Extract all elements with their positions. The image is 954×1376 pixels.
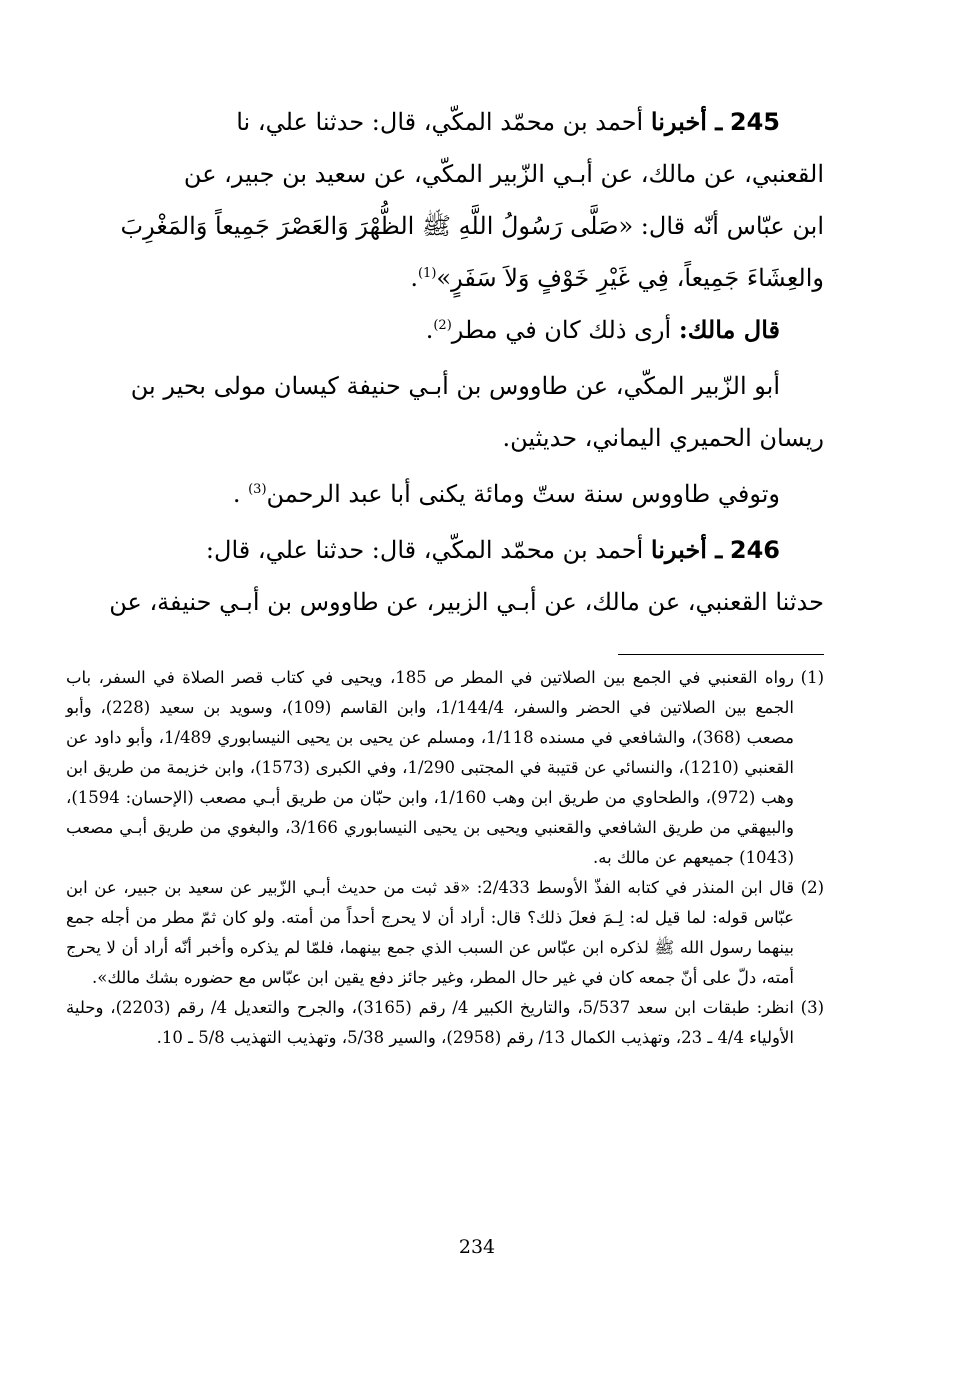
hadith-lead: ـ أخبرنا [650, 107, 723, 136]
death-text: وتوفي طاووس سنة ستّ ومائة يكنى أبا عبد الرحمن [266, 480, 780, 508]
footnote-ref: (2) [433, 318, 452, 333]
hadith-246-line-2: حدثنا القعنبي، عن مالك، عن أبـي الزبير، عن طاووس بن أبـي حنيفة، عن [109, 588, 824, 616]
hadith-number: 245 [729, 108, 780, 136]
main-text [66, 96, 824, 628]
hadith-text: أحمد بن محمّد المكّي، قال: حدثنا علي، نا [236, 108, 644, 136]
footnote-2 [66, 873, 824, 993]
hadith-245-line-4: والعِشَاءَ جَمِيعاً، فِي غَيْرِ خَوْفٍ وَلاَ سَفَرٍ»$^{(1)}$. [410, 264, 824, 292]
hadith-lead: ـ أخبرنا [650, 535, 723, 564]
malik-label: قال مالك: [678, 315, 780, 344]
hadith-number: 246 [729, 536, 780, 564]
malik-text: أرى ذلك كان في مطر [451, 316, 672, 344]
hadith-text: أحمد بن محمّد المكّي، قال: حدثنا علي، قال: [205, 536, 644, 564]
narrator-bio-line-1: أبو الزّبير المكّي، عن طاووس بن أبـي حنيفة كيسان مولى بحير بن [130, 372, 780, 400]
footnote-mark: (3) [800, 998, 824, 1017]
hadith-245-line-3: ابن عبّاس أنّه قال: «صَلَّى رَسُولُ اللَّهِ ﷺ الظُّهْرَ وَالعَصْرَ جَمِيعاً وَالمَغْرِبَ [120, 212, 824, 240]
footnote-ref: (3) [248, 482, 267, 497]
footnote-mark: (1) [800, 668, 824, 687]
footnote-text: رواه القعنبي في الجمع بين الصلاتين في المطر ص 185، ويحيى في كتاب قصر الصلاة في السفر، باب الجمع بين الصلاتين في الحضر والسفر، 1/144/4، وابن القاسم (109)، وسويد بن سعيد (228)، وأبو مصعب (368)، والشافعي في مسنده 1/118، ومسلم عن يحيى بن يحيى النيسابوري 1/489، وأبو داود عن القعنبي (1210)، والنسائي عن قتيبة في المجتبى 1/290، وفي الكبرى (1573)، وابن خزيمة من طريق ابن وهب (972)، والطحاوي من طريق ابن وهب 1/160، وابن حبّان من طريق أبـي مصعب (الإحسان: 1594)، والبيهقي من طريق الشافعي والقعنبي ويحيى بن يحيى النيسابوري 3/166، والبغوي من طريق أبـي مصعب (1043) جميعهم عن مالك به. [66, 668, 795, 867]
footnotes [66, 663, 824, 1053]
hadith-245-line-2: القعنبي، عن مالك، عن أبـي الزّبير المكّي، عن سعيد بن جبير، عن [183, 160, 824, 188]
death-note: وتوفي طاووس سنة ستّ ومائة يكنى أبا عبد الرحمن$^{(3)}$ . [232, 480, 780, 508]
page-number: 234 [458, 1236, 496, 1258]
hadith-text: والعِشَاءَ جَمِيعاً، فِي غَيْرِ خَوْفٍ وَلاَ سَفَرٍ» [436, 264, 824, 292]
malik-statement: قال مالك: أرى ذلك كان في مطر$^{(2)}$. [425, 315, 780, 344]
hadith-245-line-1 [66, 96, 824, 148]
footnote-divider [618, 654, 824, 655]
footnote-3 [66, 993, 824, 1053]
narrator-bio-line-2: ريسان الحميري اليماني، حديثين. [502, 424, 824, 452]
footnote-ref: (1) [417, 266, 437, 281]
footnote-text: قال ابن المنذر في كتابه الفذّ الأوسط 2/433: «قد ثبت من حديث أبـي الزّبير عن سعيد بن جبير، عن ابن عبّاس قوله: لما قيل له: لِـمَ فعلَ ذلك؟ قال: أراد أن لا يحرج أحداً من أمته. ولو كان ثمّ مطر من أجله جمع بينهما رسول الله ﷺ لذكره ابن عبّاس عن السبب الذي جمع بينهما، فلمّا لم يذكره وأخبر أنّه أراد أن لا يحرج أمته، دلّ على أنّ جمعه كان في غير حال المطر، وغير جائز دفع يقين ابن عبّاس مع حضوره بشك مالك». [66, 878, 794, 987]
page-body [66, 96, 824, 1053]
hadith-246-line-1 [66, 524, 824, 576]
footnote-text: انظر: طبقات ابن سعد 5/537، والتاريخ الكبير 4/ رقم (3165)، والجرح والتعديل 4/ رقم (2203)، وحلية الأولياء 4/4 ـ 23، وتهذيب الكمال 13/ رقم (2958)، والسير 5/38، وتهذيب التهذيب 5/8 ـ 10. [66, 998, 794, 1047]
footnote-1 [66, 663, 824, 873]
footnote-mark: (2) [800, 878, 824, 897]
